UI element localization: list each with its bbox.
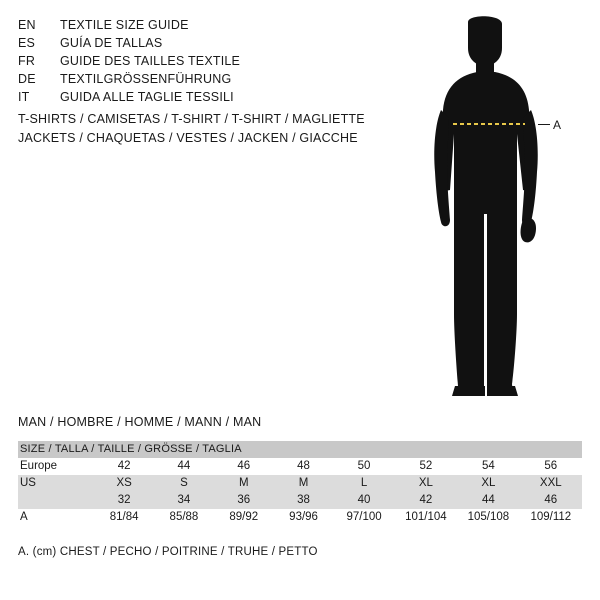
cell-numeric-5: 40 [333,492,394,509]
row-label-europe: Europe [18,458,94,475]
footer-note: A. (cm) CHEST / PECHO / POITRINE / TRUHE / PETTO [18,546,318,558]
cell-numeric-8: 46 [520,492,582,509]
cell-a-8: 109/112 [520,509,582,526]
language-row-fr [18,52,378,70]
body-figure [405,14,585,404]
cell-a-4: 93/96 [274,509,334,526]
language-header-block [18,16,378,106]
measure-label-a: A [553,118,562,132]
cell-us-2: S [154,475,214,492]
cell-a-3: 89/92 [214,509,274,526]
gender-heading: MAN / HOMBRE / HOMME / MANN / MAN [18,415,262,429]
male-silhouette-icon [405,14,585,404]
cell-us-1: XS [94,475,154,492]
cell-numeric-7: 44 [457,492,519,509]
cell-us-6: XL [395,475,457,492]
cell-europe-3: 46 [214,458,274,475]
row-label-numeric [18,492,94,509]
cell-numeric-6: 42 [395,492,457,509]
table-header-row [18,441,582,458]
language-row-es [18,34,378,52]
language-text-de: TEXTILGRÖSSENFÜHRUNG [60,72,232,86]
size-table [18,441,582,526]
language-text-fr: GUIDE DES TAILLES TEXTILE [60,54,241,68]
language-code-fr: FR [18,54,36,68]
category-block [18,110,418,148]
table-row [18,492,582,509]
language-row-it [18,88,378,106]
cell-numeric-3: 36 [214,492,274,509]
cell-a-5: 97/100 [333,509,394,526]
table-header-label: SIZE / TALLA / TAILLE / GRÖSSE / TAGLIA [18,441,582,458]
category-tshirts: T-SHIRTS / CAMISETAS / T-SHIRT / T-SHIRT / MAGLIETTE [18,112,365,126]
cell-numeric-2: 34 [154,492,214,509]
language-row-en [18,16,378,34]
cell-europe-4: 48 [274,458,334,475]
row-label-a: A [18,509,94,526]
cell-us-7: XL [457,475,519,492]
category-jackets: JACKETS / CHAQUETAS / VESTES / JACKEN / GIACCHE [18,131,358,145]
cell-a-1: 81/84 [94,509,154,526]
cell-europe-8: 56 [520,458,582,475]
cell-europe-5: 50 [333,458,394,475]
cell-europe-1: 42 [94,458,154,475]
measure-leader-line [538,124,550,125]
language-row-de [18,70,378,88]
table-row [18,509,582,526]
cell-us-3: M [214,475,274,492]
cell-numeric-1: 32 [94,492,154,509]
cell-a-7: 105/108 [457,509,519,526]
language-text-es: GUÍA DE TALLAS [60,36,163,50]
cell-a-6: 101/104 [395,509,457,526]
cell-us-5: L [333,475,394,492]
cell-europe-6: 52 [395,458,457,475]
language-code-it: IT [18,90,30,104]
cell-numeric-4: 38 [274,492,334,509]
cell-europe-7: 54 [457,458,519,475]
table-row [18,458,582,475]
cell-europe-2: 44 [154,458,214,475]
language-code-en: EN [18,18,36,32]
cell-a-2: 85/88 [154,509,214,526]
row-label-us: US [18,475,94,492]
language-code-es: ES [18,36,36,50]
table-row [18,475,582,492]
cell-us-4: M [274,475,334,492]
language-text-it: GUIDA ALLE TAGLIE TESSILI [60,90,234,104]
language-text-en: TEXTILE SIZE GUIDE [60,18,189,32]
language-code-de: DE [18,72,36,86]
cell-us-8: XXL [520,475,582,492]
